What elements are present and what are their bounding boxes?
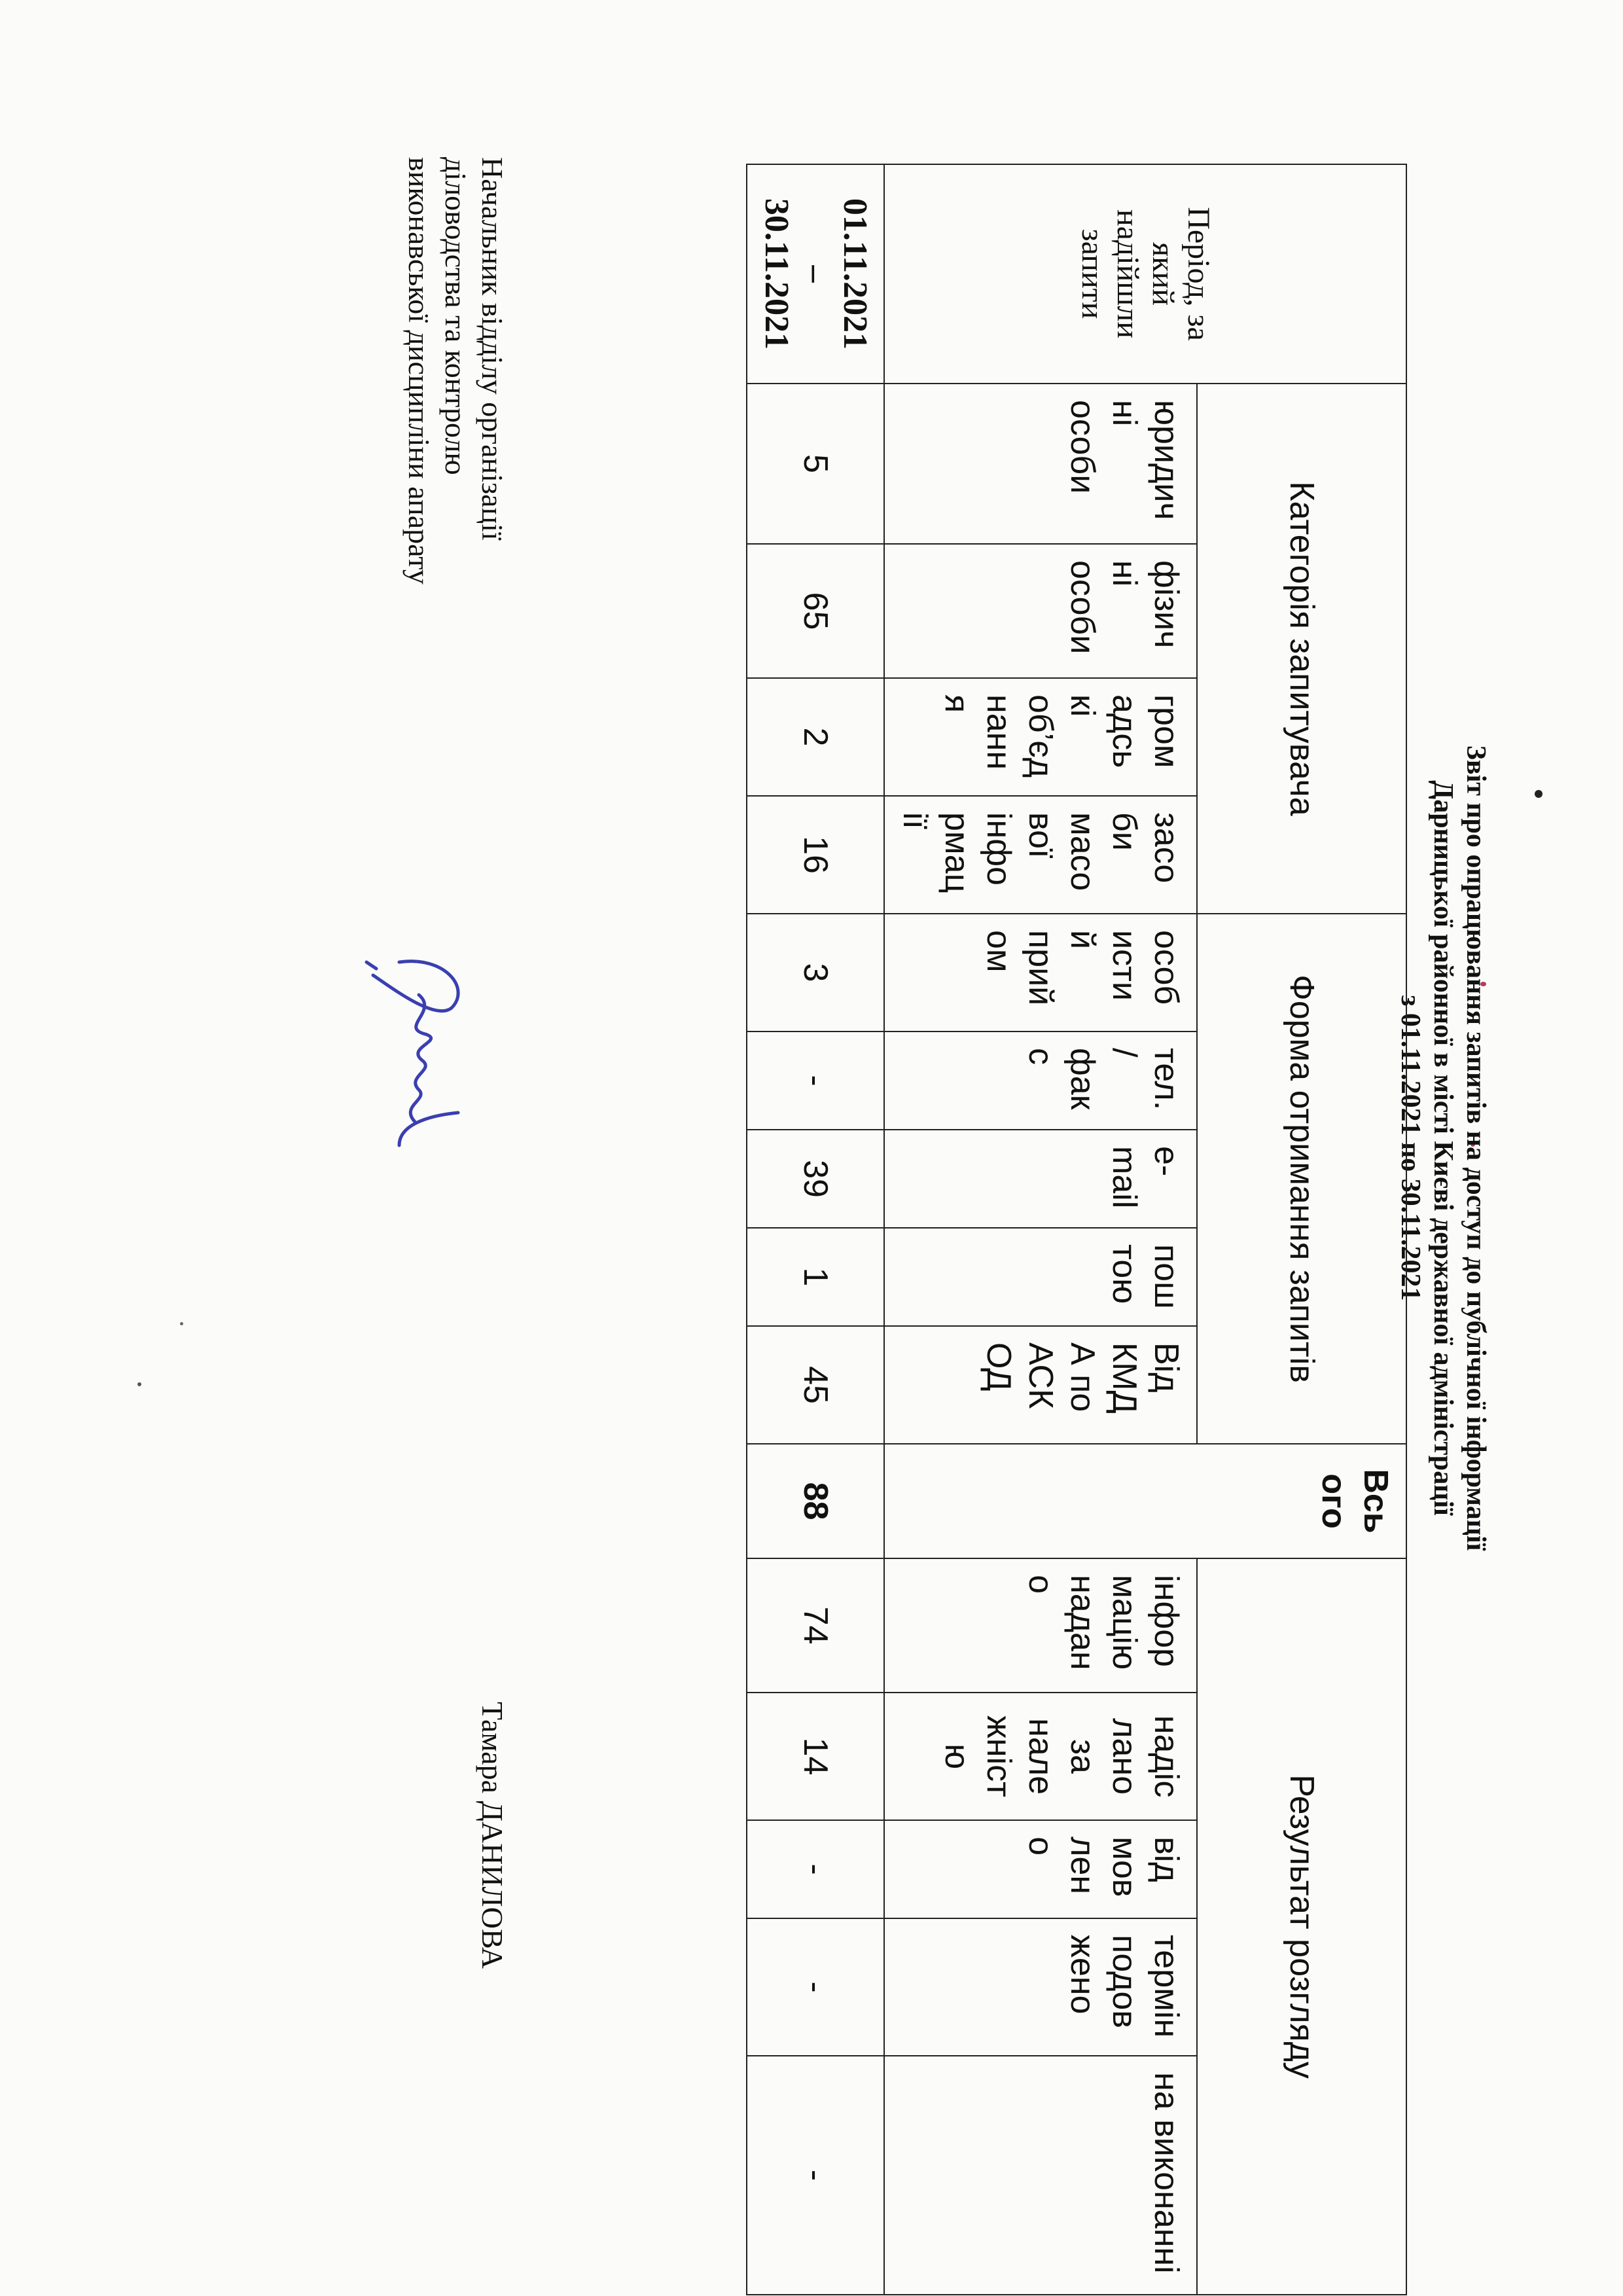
handwritten-signature: [353, 949, 497, 1158]
report-table: [746, 164, 1407, 2295]
period-value: [747, 164, 884, 384]
value-refused: -: [747, 1820, 884, 1918]
value-email: 39: [747, 1130, 884, 1228]
subheader-legal: юридичні особи: [884, 384, 1197, 544]
period-dash: –: [797, 265, 834, 283]
value-post: 1: [747, 1228, 884, 1326]
value-extended: -: [747, 1918, 884, 2056]
total-header: Всього: [884, 1444, 1406, 1558]
value-in-progress: -: [747, 2056, 884, 2295]
subheader-personal: особистий прийом: [884, 914, 1197, 1031]
subheader-public-assoc: громадські об’єднання: [884, 678, 1197, 796]
period-header: Період, за який надійшли запити: [884, 164, 1406, 384]
form-header: Форма отримання запитів: [1197, 914, 1406, 1444]
value-public-assoc: 2: [747, 678, 884, 796]
subheader-in-progress: на виконанні: [884, 2056, 1197, 2295]
subheader-extended: термін подовжено: [884, 1918, 1197, 2056]
value-physical: 65: [747, 544, 884, 678]
value-personal: 3: [747, 914, 884, 1031]
title-line-1: Звіт про опрацювання запитів на доступ до публічної інформації: [1461, 745, 1491, 1551]
value-kmda: 45: [747, 1326, 884, 1444]
table-row: [747, 164, 884, 2295]
subheader-phone: тел./факс: [884, 1031, 1197, 1130]
title-line-3: з 01.11.2021 по 30.11.2021: [1395, 995, 1425, 1301]
period-from: 01.11.2021: [836, 198, 874, 350]
position-line-3: виконавської дисципліни апарату: [402, 157, 436, 584]
report-title: [1394, 0, 1492, 2296]
signatory-name: Тамара ДАНИЛОВА: [476, 1702, 509, 1969]
subheader-forwarded: надіслано за належністю: [884, 1693, 1197, 1820]
value-provided: 74: [747, 1558, 884, 1693]
subheader-provided: інформацію надано: [884, 1558, 1197, 1693]
value-media: 16: [747, 796, 884, 914]
subheader-media: засоби масової інформації: [884, 796, 1197, 914]
signatory-position: [401, 157, 510, 584]
value-phone: -: [747, 1031, 884, 1130]
value-forwarded: 14: [747, 1693, 884, 1820]
value-legal: 5: [747, 384, 884, 544]
subheader-physical: фізичні особи: [884, 544, 1197, 678]
subheader-post: поштою: [884, 1228, 1197, 1326]
position-line-1: Начальник відділу організації: [476, 157, 509, 541]
subheader-kmda: Від КМДА по АСКОД: [884, 1326, 1197, 1444]
title-line-2: Дарницької районної в місті Києві державної адміністрації: [1428, 780, 1458, 1516]
subheader-email: e-mail: [884, 1130, 1197, 1228]
period-to: 30.11.2021: [758, 198, 795, 350]
position-line-2: діловодства та контролю: [439, 157, 473, 475]
result-header: Результат розгляду: [1197, 1558, 1406, 2295]
value-total: 88: [747, 1444, 884, 1558]
category-header: Категорія запитувача: [1197, 384, 1406, 914]
subheader-refused: відмовлено: [884, 1820, 1197, 1918]
